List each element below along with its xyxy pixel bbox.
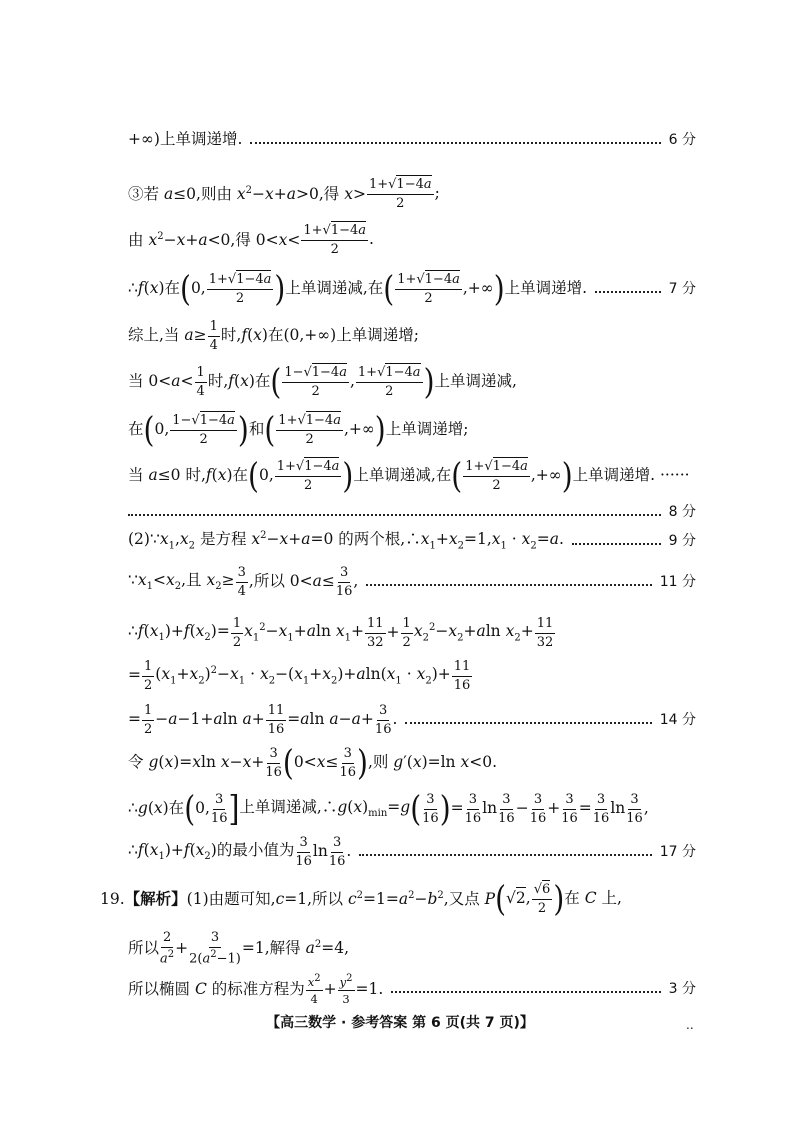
score-17: 17 分 xyxy=(659,844,696,861)
corner-mark: .. xyxy=(686,1018,694,1032)
line-10: $(2)\because x_1,x_2$ 是方程 $x^2-x+a=0$ 的两个根$,\therefore x_1+x_2=1,x_1 \cdot x_2=a$. 9 分 xyxy=(128,530,696,552)
score-8: 8 分 xyxy=(668,504,696,520)
line-9 xyxy=(128,505,696,519)
line-15: 令 g(x)=xln x−x+ $\frac{3}{16}$ ( 0<x≤ $\frac{3}{16}$ ) ,则 g′(x)=ln x<0. xyxy=(128,741,497,784)
leader-dots xyxy=(250,142,660,144)
line-1: +∞)上单调递增. 6 分 xyxy=(128,130,696,148)
line-19: 所以 2 $a^2$ + $\frac{3}{2(a^2-1)}$ =1,解得 $a^2=4$, xyxy=(128,930,349,966)
line-3: 由 $x^2-x+a<0$,得 0<x< 1+√1−4a 2 . xyxy=(128,223,374,257)
line-12: $\therefore f(x_1)+f(x_2)=$ $\frac{1}{2}$ $x_1^2-x_1+aln$ $x_1+$ $\frac{11}{32}$ + $\frac{1}{2}$ $x_2^2-x_2+aln$ $x_2+$ $\frac{11}{32}$ xyxy=(128,616,554,650)
line-20: 所以椭圆 C 的标准方程为 $x^2$ 4 + $\frac{y^2}{3}$ =1. 3 分 xyxy=(128,973,696,1006)
line-13: = $\frac{1}{2}$ $(x_1+x_2)^2-x_1 \cdot x_2-(x_1+x_2)+aln(x_1 \cdot x_2)+$ $\frac{11}{16}$ xyxy=(128,659,471,693)
line-11: $\because x_1<x_2$,且 $x_2\ge$ $\frac{3}{4}$ ,所以 0<a≤ $\frac{3}{16}$ , 11 分 xyxy=(128,565,696,599)
score-7: 7 分 xyxy=(668,281,696,298)
line-2: ③若 a≤0,则由 $x^2-x+a>0$,得 x> 1+√1−4a 2 ; xyxy=(128,177,440,211)
line-7: 在 ( 0, 1−√1−4a 2 ) 和 ( 1+√1−4a 2 ,+∞ ) 上单调递增; xyxy=(128,408,469,451)
line-16: ∴g(x)在 ( 0, 3 16 ] 上单调递减$,\therefore g(x)_{min}=g$ ( 3 16 ) = $\frac{3}{16}$ ln 3 16 − $\frac{3}{16}$ + $\frac{3}{16}$ = $\frac{3}{16}$ ln 3 16 , xyxy=(128,787,649,830)
line-6: 当 0<a< 1 4 时,f(x)在 ( 1−√1−4a 2 , 1+√1−4a 2 ) 上单调递减, xyxy=(128,360,517,403)
line-5: 综上,当 a≥ $\frac{1}{4}$ 时,f(x)在(0,+∞)上单调递增; xyxy=(128,319,419,353)
score-6: 6 分 xyxy=(668,131,696,148)
line-17: $\therefore f(x_1)+f(x_2)$的最小值为 3 16 ln 3 16 . 17 分 xyxy=(128,835,696,869)
line-18: 19.【解析】(1)由题可知,c=1,所以 $c^2=1=a^2-b^2$,又点 P ( √2, √6 2 ) 在 C 上, xyxy=(100,877,622,920)
line-8: 当 a≤0 时,f(x)在 ( 0, 1+√1−4a 2 ) 上单调递减,在 ( 1+√1−4a 2 ,+∞ ) 上单调递增. ······ xyxy=(128,454,690,497)
line-4: ∴f(x)在 ( 0, 1+√1−4a 2 ) 上单调递减,在 ( 1+√1−4a 2 ,+∞ ) 上单调递增. 7 分 xyxy=(128,267,696,310)
score-11: 11 分 xyxy=(659,574,696,591)
score-9: 9 分 xyxy=(668,533,696,550)
score-14: 14 分 xyxy=(659,712,696,729)
line-14: = $\frac{1}{2}$ −a−1+aln a+ $\frac{11}{16}$ =aln a−a+ $\frac{3}{16}$ . 14 分 xyxy=(128,703,696,737)
score-3: 3 分 xyxy=(668,981,696,998)
page-footer: 【高三数学 · 参考答案 第 6 页(共 7 页)】 xyxy=(266,1015,534,1031)
